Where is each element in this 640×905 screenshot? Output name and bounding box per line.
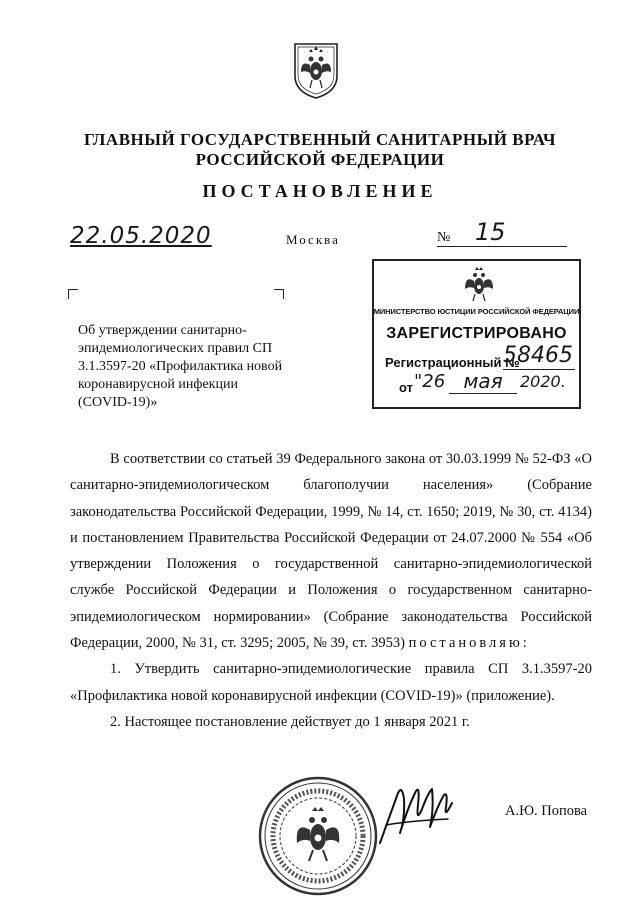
stamp-date-day: "26 (414, 371, 446, 392)
document-date: 22.05.2020 (70, 223, 212, 249)
authority-line-1: ГЛАВНЫЙ ГОСУДАРСТВЕННЫЙ САНИТАРНЫЙ ВРАЧ (84, 130, 556, 149)
document-body (70, 446, 592, 735)
official-seal (257, 775, 379, 897)
preamble-text: В соответствии со статьей 39 Федерального закона от 30.03.1999 № 52-ФЗ «О санитарно-эпидемиологическом благополучии населения» (Собрание законодательства Российской Федерации, 1999, № 14, ст. 1650; 2019, № 30, ст. 4134) и постановлением Правительства Российской Федерации от 24.07.2000 № 554 «Об утверждении Положения о государственной санитарно-эпидемиологической службе Российской Федерации и Положения о государственном санитарно-эпидемиологическом нормировании» (Собрание законодательства Российской Федерации, 2000, № 31, ст. 3295; 2005, № 39, ст. 3953) (70, 451, 592, 652)
stamp-reg-number-label: Регистрационный № (385, 355, 520, 370)
document-city: Москва (286, 232, 340, 247)
stamp-date-year: 2020. (520, 372, 566, 391)
title-corner-right (274, 289, 284, 299)
issuing-authority (0, 130, 640, 170)
stamp-date-label: от (399, 380, 413, 395)
document-title: Об утверждении санитарно-эпидемиологических правил СП 3.1.3597-20 «Профилактика новой коронавирусной инфекции (COVID-19)» (78, 323, 283, 410)
stamp-ministry: МИНИСТЕРСТВО ЮСТИЦИИ РОССИЙСКОЙ ФЕДЕРАЦИИ (373, 307, 580, 316)
preamble-paragraph (70, 446, 592, 656)
resolve-word: постановляю: (408, 635, 530, 652)
stamp-coat-of-arms-icon (462, 265, 496, 303)
document-number: 15 (475, 218, 506, 246)
stamp-reg-number: 58465 (503, 343, 573, 368)
coat-of-arms-icon (291, 42, 341, 100)
item-2: 2. Настоящее постановление действует до 1 января 2021 г. (110, 713, 470, 730)
document-type: ПОСТАНОВЛЕНИЕ (202, 181, 438, 201)
stamp-date-month: мая (449, 369, 517, 394)
document-number-field (437, 218, 567, 247)
item-1: 1. Утвердить санитарно-эпидемиологические правила СП 3.1.3597-20 «Профилактика новой коронавирусной инфекции (COVID-19)» (приложение). (70, 661, 592, 704)
number-label: № (437, 230, 451, 245)
signature (378, 785, 458, 847)
authority-line-2: РОССИЙСКОЙ ФЕДЕРАЦИИ (195, 150, 445, 169)
signer-name: А.Ю. Попова (505, 803, 588, 819)
stamp-status: ЗАРЕГИСТРИРОВАНО (386, 325, 567, 342)
title-corner-left (68, 289, 78, 299)
